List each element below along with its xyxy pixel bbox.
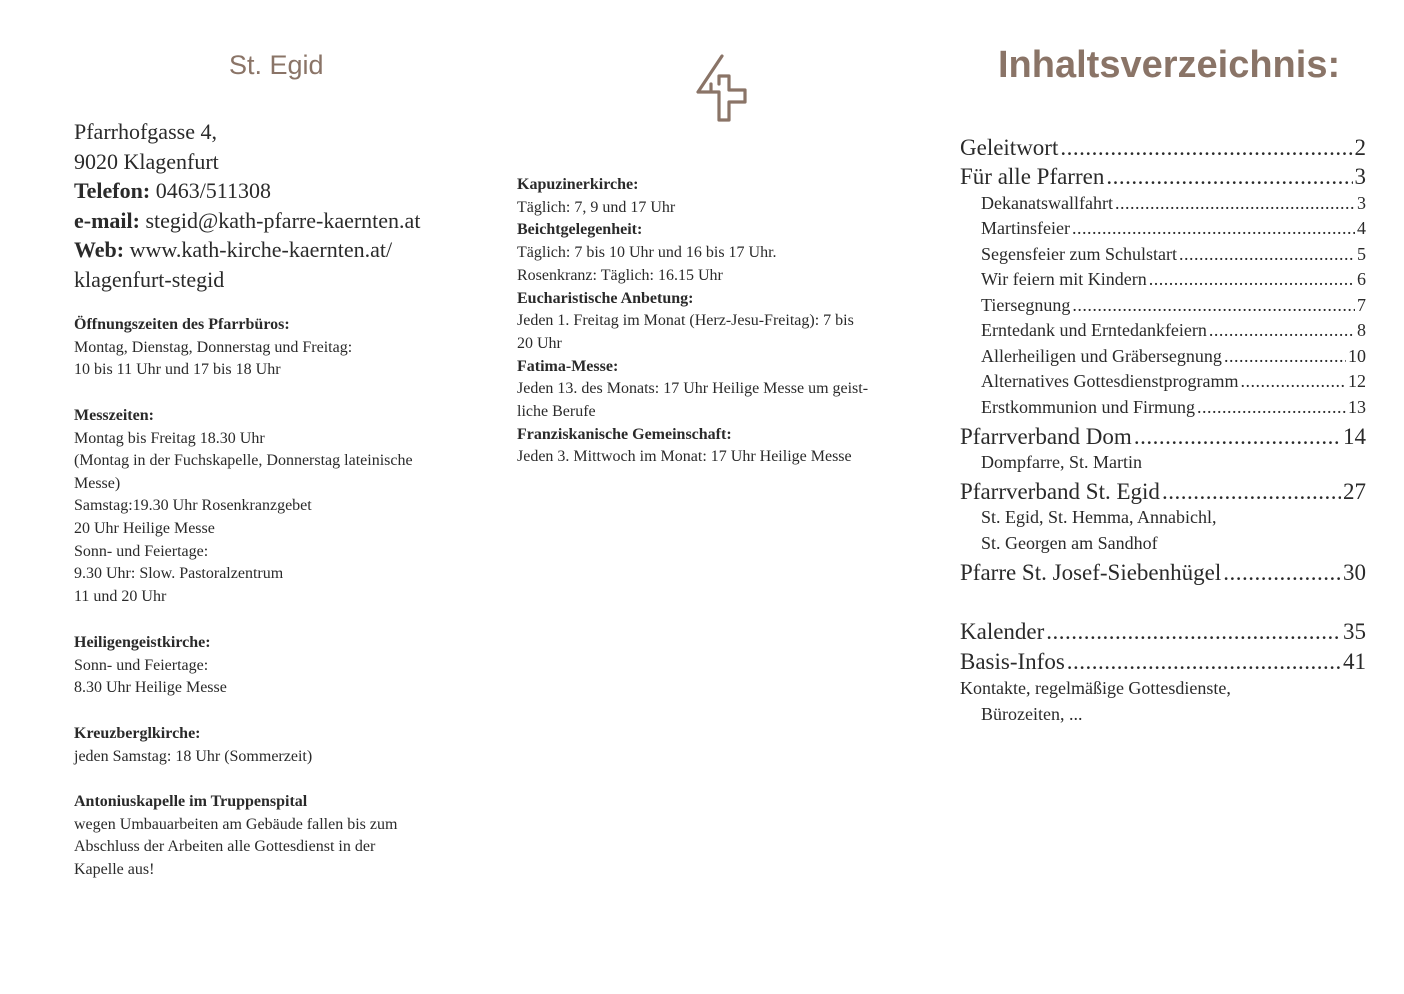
toc-leader	[1072, 295, 1355, 316]
toc-leader	[1162, 479, 1341, 505]
mass-times-section	[74, 405, 413, 608]
toc-entry[interactable]	[981, 397, 1366, 418]
toc-leader	[1115, 193, 1355, 214]
toc-entry[interactable]	[960, 164, 1366, 190]
toc-entry[interactable]	[960, 619, 1366, 645]
email-line	[74, 206, 420, 236]
web-line	[74, 235, 420, 265]
info-line: Täglich: 7, 9 und 17 Uhr	[517, 198, 676, 216]
section-heading: Öffnungszeiten des Pfarrbüros:	[74, 316, 290, 333]
section-line: (Montag in der Fuchskapelle, Donnerstag lateinische	[74, 452, 413, 470]
toc-label: Dekanatswallfahrt	[981, 193, 1113, 213]
section-heading: Heiligengeistkirche:	[74, 634, 211, 651]
toc-label: Allerheiligen und Gräbersegnung	[981, 346, 1222, 366]
cross-4-logo-icon	[695, 54, 749, 122]
toc-entry[interactable]	[981, 371, 1366, 392]
section-line: Montag, Dienstag, Donnerstag und Freitag:	[74, 338, 353, 356]
toc-page: 30	[1343, 560, 1366, 585]
toc-leader	[1046, 619, 1341, 645]
toc-leader	[1134, 424, 1341, 450]
toc-label: Basis-Infos	[960, 649, 1065, 674]
toc-label: Tiersegnung	[981, 295, 1071, 315]
section-line: Samstag:19.30 Uhr Rosenkranzgebet	[74, 497, 312, 515]
toc-entry[interactable]	[981, 320, 1366, 341]
toc-entry[interactable]	[981, 269, 1366, 290]
email-label: e-mail:	[74, 207, 140, 233]
phone-label: Telefon:	[74, 178, 151, 204]
toc-leader	[1224, 346, 1346, 367]
toc-leader	[1209, 320, 1355, 341]
toc-entry[interactable]	[981, 295, 1366, 316]
toc-page: 8	[1357, 320, 1366, 340]
toc-label: Für alle Pfarren	[960, 164, 1105, 189]
toc-entry[interactable]	[981, 346, 1366, 367]
toc-page: 35	[1343, 619, 1366, 644]
toc-leader	[1149, 269, 1355, 290]
toc-label: Pfarrverband Dom	[960, 424, 1132, 449]
web-link[interactable]: www.kath-kirche-kaernten.at/	[124, 237, 393, 263]
toc-leader	[1223, 560, 1341, 586]
section-line: Kapelle aus!	[74, 860, 155, 878]
section-line: Sonn- und Feiertage:	[74, 542, 209, 560]
section-line: 8.30 Uhr Heilige Messe	[74, 679, 227, 697]
section-line: 10 bis 11 Uhr und 17 bis 18 Uhr	[74, 361, 281, 379]
toc-label: Kalender	[960, 619, 1045, 644]
info-heading: Fatima-Messe:	[517, 357, 619, 375]
toc-subnote: Kontakte, regelmäßige Gottesdienste,	[960, 678, 1231, 698]
toc-subnote: St. Georgen am Sandhof	[981, 533, 1158, 553]
address-block	[74, 117, 420, 295]
toc-label: Erntedank und Erntedankfeiern	[981, 320, 1207, 340]
toc-entry[interactable]	[981, 244, 1366, 265]
toc-label: Geleitwort	[960, 135, 1059, 160]
toc-label: Alternatives Gottesdienstprogramm	[981, 371, 1239, 391]
toc-leader	[1067, 649, 1341, 675]
toc-leader	[1106, 164, 1352, 190]
toc-leader	[1060, 135, 1352, 161]
toc-page: 27	[1343, 479, 1366, 504]
section-line: 20 Uhr Heilige Messe	[74, 519, 215, 537]
section-line: Messe)	[74, 474, 121, 492]
toc-title: Inhaltsverzeichnis:	[998, 44, 1341, 86]
email-link[interactable]: stegid@kath-pfarre-kaernten.at	[139, 207, 421, 233]
info-line: Rosenkranz: Täglich: 16.15 Uhr	[517, 266, 723, 284]
toc-leader	[1179, 244, 1355, 265]
toc-page: 3	[1357, 193, 1366, 213]
toc-leader	[1072, 218, 1355, 239]
address-street: Pfarrhofgasse 4,	[74, 119, 217, 144]
toc-subnote: St. Egid, St. Hemma, Annabichl,	[981, 507, 1217, 527]
toc-entry[interactable]	[960, 649, 1366, 675]
info-heading: Kapuzinerkirche:	[517, 176, 639, 193]
kreuzbergl-section	[74, 723, 312, 768]
section-line: jeden Samstag: 18 Uhr (Sommerzeit)	[74, 747, 313, 765]
toc-subnote: Dompfarre, St. Martin	[981, 452, 1142, 472]
info-line: Täglich: 7 bis 10 Uhr und 16 bis 17 Uhr.	[517, 244, 777, 262]
toc-leader	[1197, 397, 1346, 418]
toc-page: 10	[1348, 346, 1366, 366]
section-line: Sonn- und Feiertage:	[74, 656, 209, 674]
antonius-section	[74, 791, 397, 881]
section-heading: Antoniuskapelle im Truppenspital	[74, 793, 308, 810]
info-heading: Beichtgelegenheit:	[517, 221, 643, 239]
heiligengeist-section	[74, 632, 227, 700]
toc-leader	[1240, 371, 1346, 392]
toc-label: Pfarrverband St. Egid	[960, 479, 1160, 504]
info-line: liche Berufe	[517, 403, 596, 421]
web-line-2[interactable]: klagenfurt-stegid	[74, 266, 225, 292]
section-line: Abschluss der Arbeiten alle Gottesdienst in der	[74, 838, 376, 856]
toc-label: Wir feiern mit Kindern	[981, 269, 1147, 289]
toc-page: 7	[1357, 295, 1366, 315]
parish-title: St. Egid	[229, 50, 324, 80]
toc-label: Martinsfeier	[981, 218, 1070, 238]
info-heading: Eucharistische Anbetung:	[517, 289, 694, 307]
section-line: 9.30 Uhr: Slow. Pastoralzentrum	[74, 565, 284, 583]
toc-entry[interactable]	[981, 193, 1366, 214]
toc-label: Segensfeier zum Schulstart	[981, 244, 1177, 264]
toc-page: 41	[1343, 649, 1366, 674]
toc-entry[interactable]	[960, 479, 1366, 505]
section-line: 11 und 20 Uhr	[74, 587, 167, 605]
info-line: Jeden 13. des Monats: 17 Uhr Heilige Messe um geist-	[517, 380, 869, 398]
toc-page: 12	[1348, 371, 1366, 391]
toc-page: 13	[1348, 397, 1366, 417]
kapuziner-info	[517, 174, 868, 469]
toc-page: 6	[1357, 269, 1366, 289]
toc-entry[interactable]	[960, 560, 1366, 586]
toc-entry[interactable]	[960, 135, 1366, 161]
toc-label: Erstkommunion und Firmung	[981, 397, 1196, 417]
toc-page: 4	[1357, 218, 1366, 238]
toc-label: Pfarre St. Josef-Siebenhügel	[960, 560, 1222, 585]
toc-entry[interactable]	[981, 218, 1366, 239]
address-city: 9020 Klagenfurt	[74, 148, 219, 174]
section-heading: Messzeiten:	[74, 407, 154, 424]
section-line: wegen Umbauarbeiten am Gebäude fallen bis zum	[74, 815, 398, 833]
toc-entry[interactable]	[960, 424, 1366, 450]
toc-page: 14	[1343, 424, 1366, 449]
phone-line	[74, 176, 420, 206]
info-heading: Franziskanische Gemeinschaft:	[517, 425, 732, 443]
office-hours-section	[74, 314, 352, 382]
info-line: 20 Uhr	[517, 334, 562, 352]
toc-page: 2	[1354, 135, 1366, 160]
toc-subnote: Bürozeiten, ...	[981, 704, 1083, 724]
section-line: Montag bis Freitag 18.30 Uhr	[74, 429, 265, 447]
info-line: Jeden 3. Mittwoch im Monat: 17 Uhr Heilige Messe	[517, 448, 852, 466]
section-heading: Kreuzberglkirche:	[74, 725, 201, 742]
toc-page: 3	[1354, 164, 1366, 189]
toc-page: 5	[1357, 244, 1366, 264]
web-label: Web:	[74, 237, 125, 263]
phone-value: 0463/511308	[150, 178, 271, 204]
info-line: Jeden 1. Freitag im Monat (Herz-Jesu-Freitag): 7 bis	[517, 312, 854, 330]
